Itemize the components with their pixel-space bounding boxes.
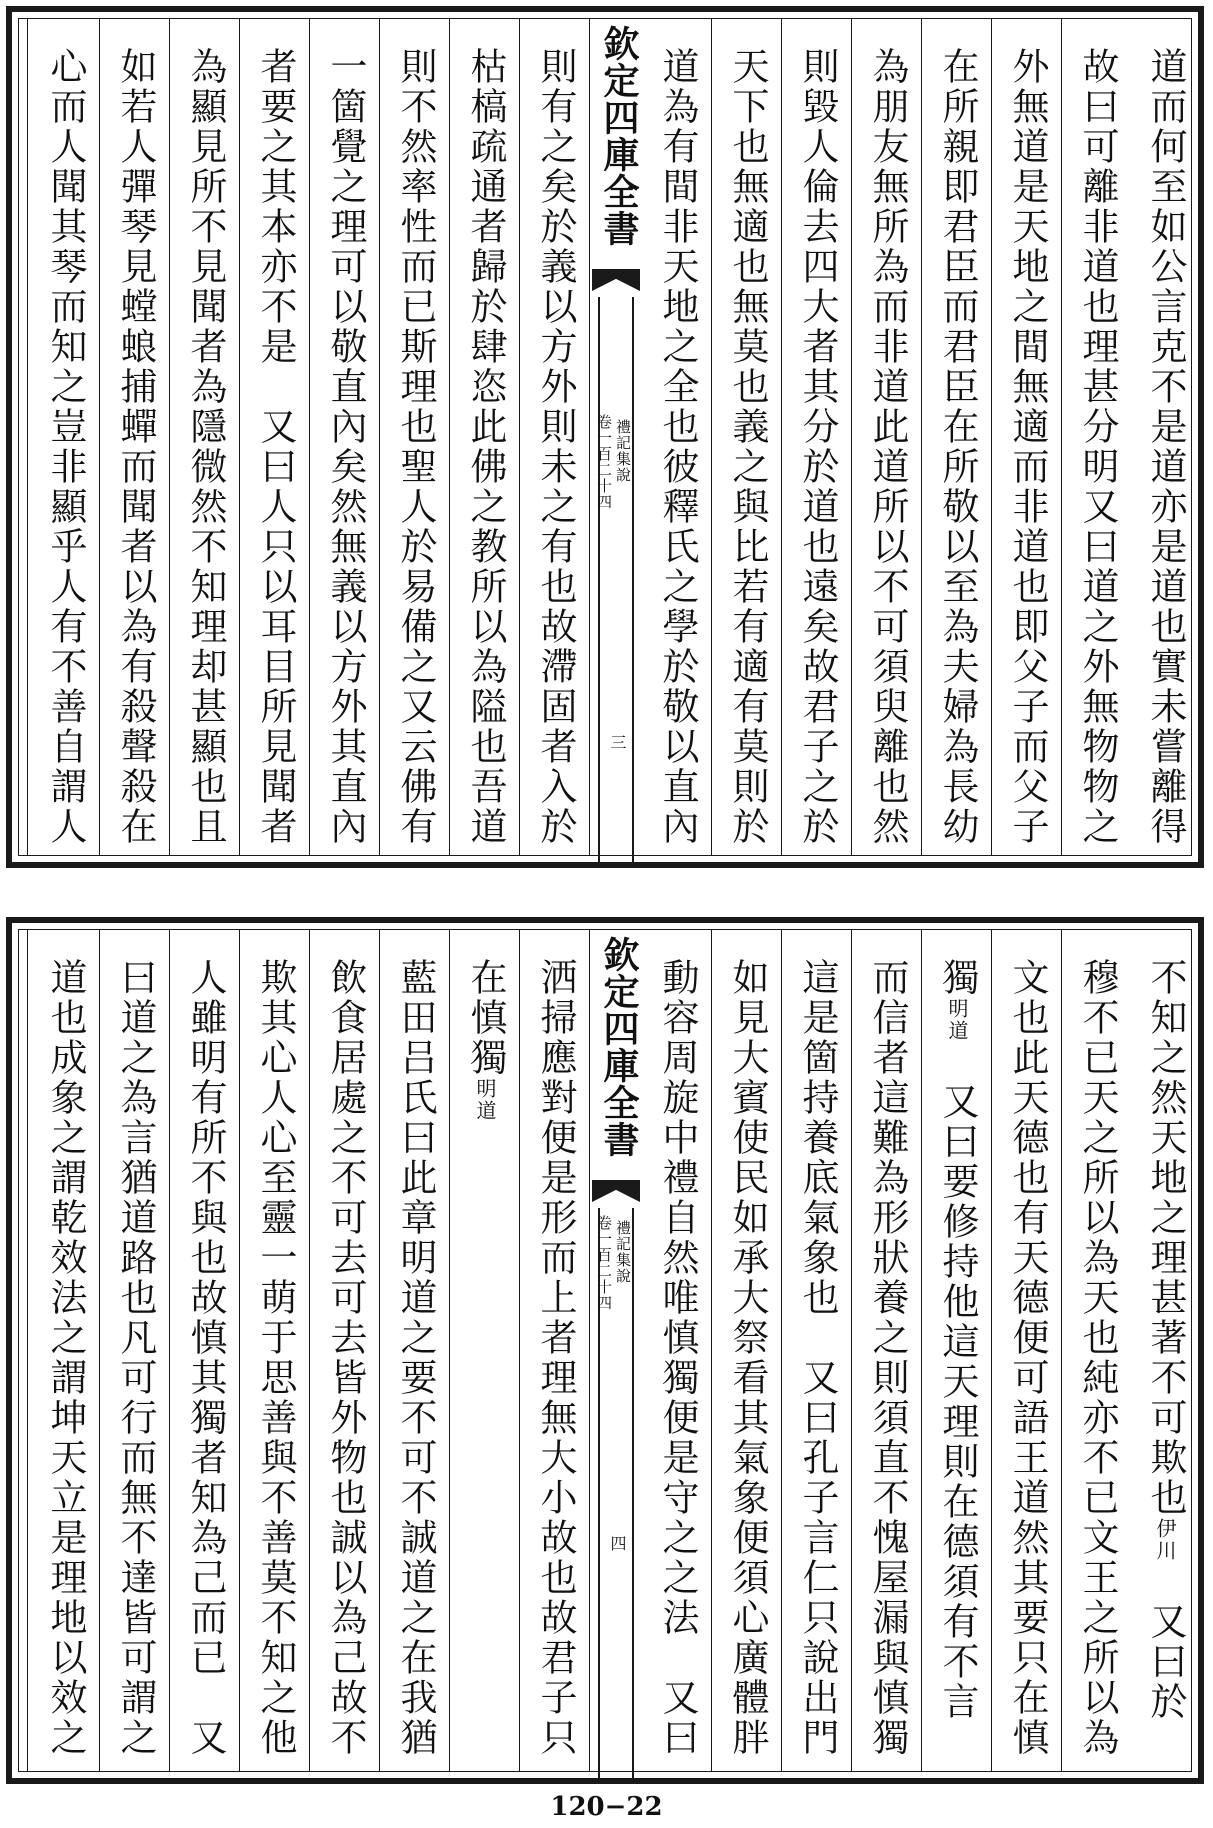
text-column	[309, 19, 379, 855]
column-text: 為朋友無所為而非道此道所以不可須臾離也然	[866, 47, 909, 847]
text-column	[99, 19, 169, 855]
book-title: 禮記集說	[614, 419, 632, 483]
gutter-rule	[598, 297, 600, 867]
center-gutter	[589, 19, 642, 855]
book-title: 禮記集說	[614, 1220, 632, 1284]
volume-label: 卷一百二十四	[595, 1215, 613, 1311]
column-text: 為顯見所不見聞者為隱微然不知理却甚顯也且	[184, 47, 227, 847]
column-text: 獨	[936, 958, 979, 998]
text-column	[239, 930, 309, 1771]
column-text: 道為有間非天地之全也彼釋氏之學於敬以直內	[656, 47, 699, 847]
column-text: 而信者這難為形狀養之則須直不愧屋漏與慎獨	[866, 958, 909, 1758]
text-column	[1131, 930, 1199, 1771]
text-column	[27, 19, 99, 855]
column-text: 曰道之為言猶道路也凡可行而無不達皆可謂之	[114, 958, 157, 1758]
text-column	[449, 19, 519, 855]
column-text: 一箇覺之理可以敬直內矣然無義以方外其直內	[324, 47, 367, 847]
text-column	[991, 930, 1061, 1771]
column-text: 天下也無適也無莫也義之與比若有適有莫則於	[726, 47, 769, 847]
gutter-rule	[632, 1208, 634, 1778]
column-text: 道而何至如公言克不是道亦是道也實未嘗離得	[1144, 47, 1187, 847]
text-column	[641, 930, 711, 1771]
text-column	[379, 19, 449, 855]
text-column	[379, 930, 449, 1771]
column-text-cont: 又曰要修持他這天理則在德須有不言	[936, 1042, 979, 1722]
attribution-note: 明道	[473, 1078, 497, 1122]
text-column	[99, 930, 169, 1771]
column-text: 不知之然天地之理甚著不可欺也	[1144, 958, 1187, 1518]
text-column	[991, 19, 1061, 855]
text-column	[309, 930, 379, 1771]
fish-tail-mark	[592, 1180, 640, 1202]
text-column	[711, 19, 781, 855]
text-column	[1061, 19, 1131, 855]
text-column	[1131, 19, 1199, 855]
text-column	[781, 930, 851, 1771]
text-column	[519, 930, 589, 1771]
header-title: 欽定四庫全書	[598, 936, 640, 1158]
column-text: 穆不已天之所以為天也純亦不已文王之所以為	[1076, 958, 1119, 1758]
fish-tail-mark	[592, 269, 640, 291]
text-column	[1061, 930, 1131, 1771]
column-text: 洒掃應對便是形而上者理無大小故也故君子只	[534, 958, 577, 1758]
column-text: 心而人聞其琴而知之豈非顯乎人有不善自謂人	[44, 47, 87, 847]
text-column	[169, 930, 239, 1771]
column-text: 飲食居處之不可去可去皆外物也誠以為己故不	[324, 958, 367, 1758]
header-title: 欽定四庫全書	[598, 25, 640, 247]
column-text: 在慎獨	[464, 958, 507, 1078]
text-column	[169, 19, 239, 855]
text-column	[449, 930, 519, 1771]
column-text: 藍田吕氏曰此章明道之要不可不誠道之在我猶	[394, 958, 437, 1758]
text-column	[851, 19, 921, 855]
column-text: 枯槁疏通者歸於肆恣此佛之教所以為隘也吾道	[464, 47, 507, 847]
column-text: 文也此天德也有天德便可語王道然其要只在慎	[1006, 958, 1049, 1758]
gutter-rule	[632, 297, 634, 867]
column-text: 這是箇持養底氣象也 又曰孔子言仁只說出門	[796, 958, 839, 1758]
column-text: 故曰可離非道也理甚分明又曰道之外無物物之	[1076, 47, 1119, 847]
text-column	[921, 19, 991, 855]
column-text: 則毀人倫去四大者其分於道也遠矣故君子之於	[796, 47, 839, 847]
page-number: 三	[608, 734, 627, 750]
text-column	[711, 930, 781, 1771]
upper-page	[6, 6, 1204, 868]
column-text: 如若人彈琴見螳蜋捕蟬而聞者以為有殺聲殺在	[114, 47, 157, 847]
page-footer-number: 120−22	[550, 1792, 663, 1822]
text-column	[239, 19, 309, 855]
lower-page-frame	[18, 929, 1192, 1772]
column-text: 動容周旋中禮自然唯慎獨便是守之之法 又曰	[656, 958, 699, 1758]
column-text: 在所親即君臣而君臣在所敬以至為夫婦為長幼	[936, 47, 979, 847]
center-gutter	[589, 930, 642, 1771]
text-column	[641, 19, 711, 855]
text-column	[851, 930, 921, 1771]
column-text: 外無道是天地之間無適而非道也即父子而父子	[1006, 47, 1049, 847]
upper-page-frame	[18, 18, 1192, 856]
lower-page	[6, 917, 1204, 1784]
text-column	[781, 19, 851, 855]
column-text: 人雖明有所不與也故慎其獨者知為己而已 又	[184, 958, 227, 1758]
column-text: 道也成象之謂乾效法之謂坤天立是理地以效之	[44, 958, 87, 1758]
text-column	[27, 930, 99, 1771]
attribution-note: 明道	[945, 998, 969, 1042]
column-text-cont: 又曰於	[1144, 1562, 1187, 1722]
attribution-note: 伊川	[1153, 1518, 1177, 1562]
column-text: 則不然率性而已斯理也聖人於易備之又云佛有	[394, 47, 437, 847]
text-column	[921, 930, 991, 1771]
column-text: 則有之矣於義以方外則未之有也故滯固者入於	[534, 47, 577, 847]
column-text: 欺其心人心至靈一萌于思善與不善莫不知之他	[254, 958, 297, 1758]
column-text: 如見大賓使民如承大祭看其氣象便須心廣體胖	[726, 958, 769, 1758]
volume-label: 卷一百二十四	[595, 414, 613, 510]
column-text: 者要之其本亦不是 又曰人只以耳目所見聞者	[254, 47, 297, 847]
page-number: 四	[608, 1535, 627, 1551]
text-column	[519, 19, 589, 855]
